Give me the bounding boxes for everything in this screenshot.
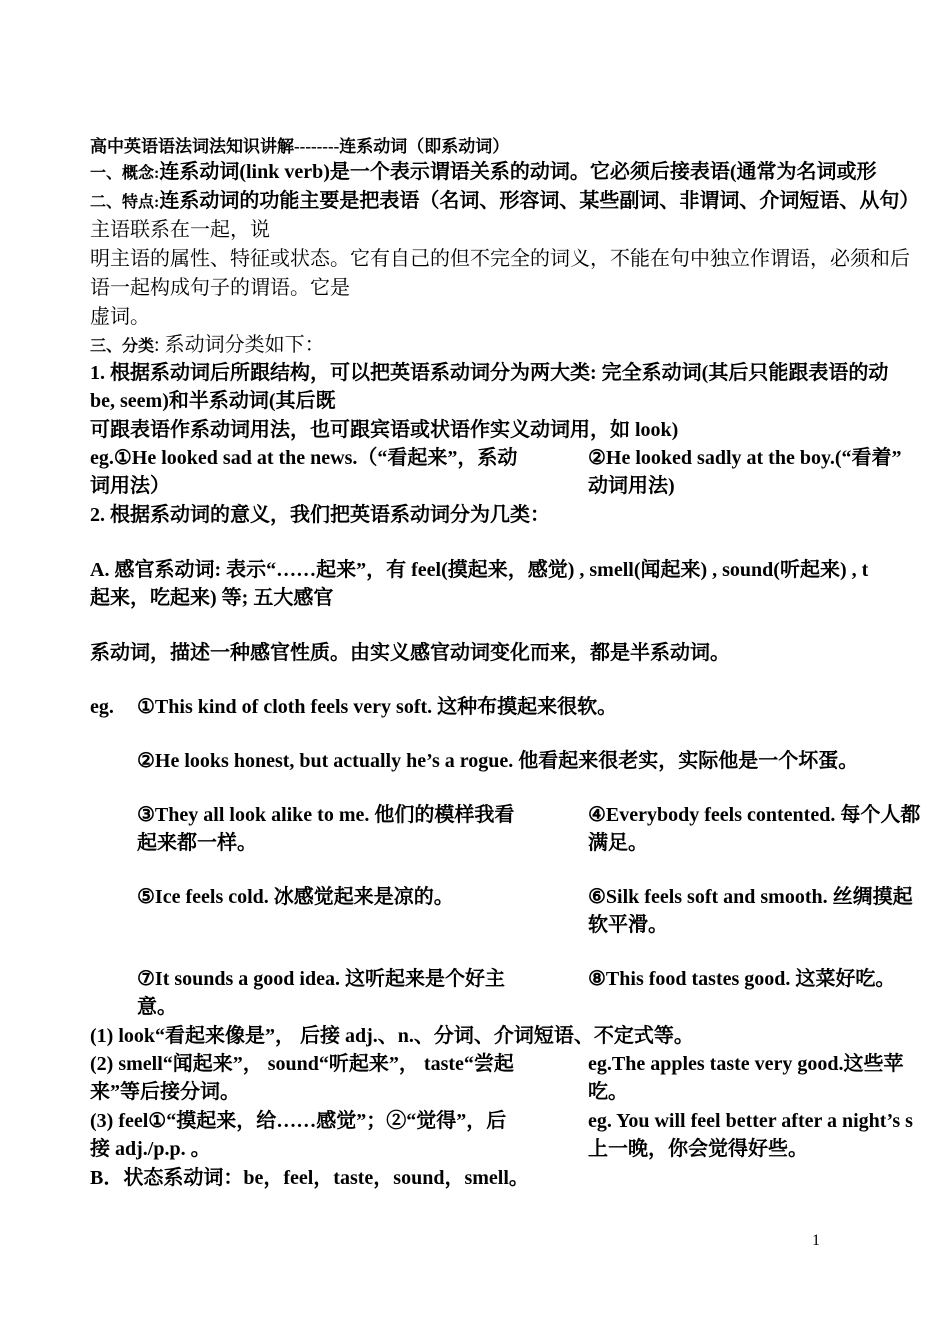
example-3-cont: 起来都一样。 (137, 832, 257, 854)
section-heading: 二、特点: (90, 194, 160, 211)
eg-label: eg. (90, 696, 114, 718)
text-line: 2. 根据系动词的意义，我们把英语系动词分为几类： (90, 504, 550, 526)
note-2-cont: 来”等后接分词。 (90, 1081, 240, 1103)
section-heading: 一、概念: (90, 165, 160, 182)
example-7-cont: 意。 (137, 996, 177, 1018)
section-text: 连系动词的功能主要是把表语（名词、形容词、某些副词、非谓词、介词短语、从句） (159, 190, 920, 212)
note-1: (1) look“看起来像是”， 后接 adj.、n.、分词、介词短语、不定式等。 (90, 1025, 694, 1047)
text-line: 系动词，描述一种感官性质。由实义感官动词变化而来，都是半系动词。 (90, 642, 730, 664)
note-3-cont: 接 adj./p.p. 。 (90, 1138, 211, 1160)
section-features (90, 187, 919, 217)
example-7: ⑦It sounds a good idea. 这听起来是个好主 (137, 968, 505, 990)
example-right: ②He looked sadly at the boy.(“看着” (588, 447, 902, 469)
example-right-cont: 动词用法) (588, 475, 675, 497)
text-line: 虚词。 (90, 306, 150, 328)
note-2: (2) smell“闻起来”， sound“听起来”， taste“尝起 (90, 1053, 514, 1075)
example-5: ⑤Ice feels cold. 冰感觉起来是凉的。 (137, 886, 454, 908)
example-1: ①This kind of cloth feels very soft. 这种布摸起来很软。 (137, 696, 618, 718)
section-classification (90, 331, 325, 361)
note-2-example: eg.The apples taste very good.这些苹 (588, 1053, 904, 1075)
text-line: 主语联系在一起，说 (90, 219, 270, 241)
example-6-cont: 软平滑。 (588, 914, 668, 936)
document-title: 高中英语语法词法知识讲解--------连系动词（即系动词） (90, 137, 510, 156)
section-text: 连系动词(link verb)是一个表示谓语关系的动词。它必须后接表语(通常为名词或形 (159, 161, 877, 183)
example-4-cont: 满足。 (588, 832, 648, 854)
category-a: A. 感官系动词: 表示“……起来”，有 feel(摸起来，感觉) , smell(闻起来) , sound(听起来) , t (90, 559, 869, 581)
note-3-example-cont: 上一晚，你会觉得好些。 (588, 1138, 808, 1160)
section-concept (90, 158, 877, 188)
example-left: eg.①He looked sad at the news.（“看起来”，系动 (90, 447, 518, 469)
page-number: 1 (812, 1232, 820, 1249)
note-3-example: eg. You will feel better after a night’s s (588, 1110, 913, 1132)
text-line: 1. 根据系动词后所跟结构，可以把英语系动词分为两大类: 完全系动词(其后只能跟表语的动 (90, 362, 889, 384)
text-line: 起来，吃起来) 等; 五大感官 (90, 587, 334, 609)
section-heading: 三、分类 (90, 338, 155, 355)
note-3: (3) feel①“摸起来，给……感觉”；②“觉得”，后 (90, 1110, 507, 1132)
category-b: B．状态系动词：be，feel，taste，sound，smell。 (90, 1167, 529, 1189)
text-line: be, seem)和半系动词(其后既 (90, 390, 336, 412)
example-8: ⑧This food tastes good. 这菜好吃。 (588, 968, 896, 990)
example-left-cont: 词用法） (90, 475, 170, 497)
example-6: ⑥Silk feels soft and smooth. 丝绸摸起 (588, 886, 913, 908)
example-4: ④Everybody feels contented. 每个人都 (588, 804, 921, 826)
example-2: ②He looks honest, but actually he’s a rogue. 他看起来很老实，实际他是一个坏蛋。 (137, 750, 859, 772)
section-text: : 系动词分类如下： (154, 334, 325, 356)
example-3: ③They all look alike to me. 他们的模样我看 (137, 804, 515, 826)
note-2-example-cont: 吃。 (588, 1081, 628, 1103)
text-line: 可跟表语作系动词用法，也可跟宾语或状语作实义动词用，如 look) (90, 419, 679, 441)
text-line: 明主语的属性、特征或状态。它有自己的但不完全的词义，不能在句中独立作谓语，必须和后 (90, 248, 910, 270)
text-line: 语一起构成句子的谓语。它是 (90, 277, 350, 299)
